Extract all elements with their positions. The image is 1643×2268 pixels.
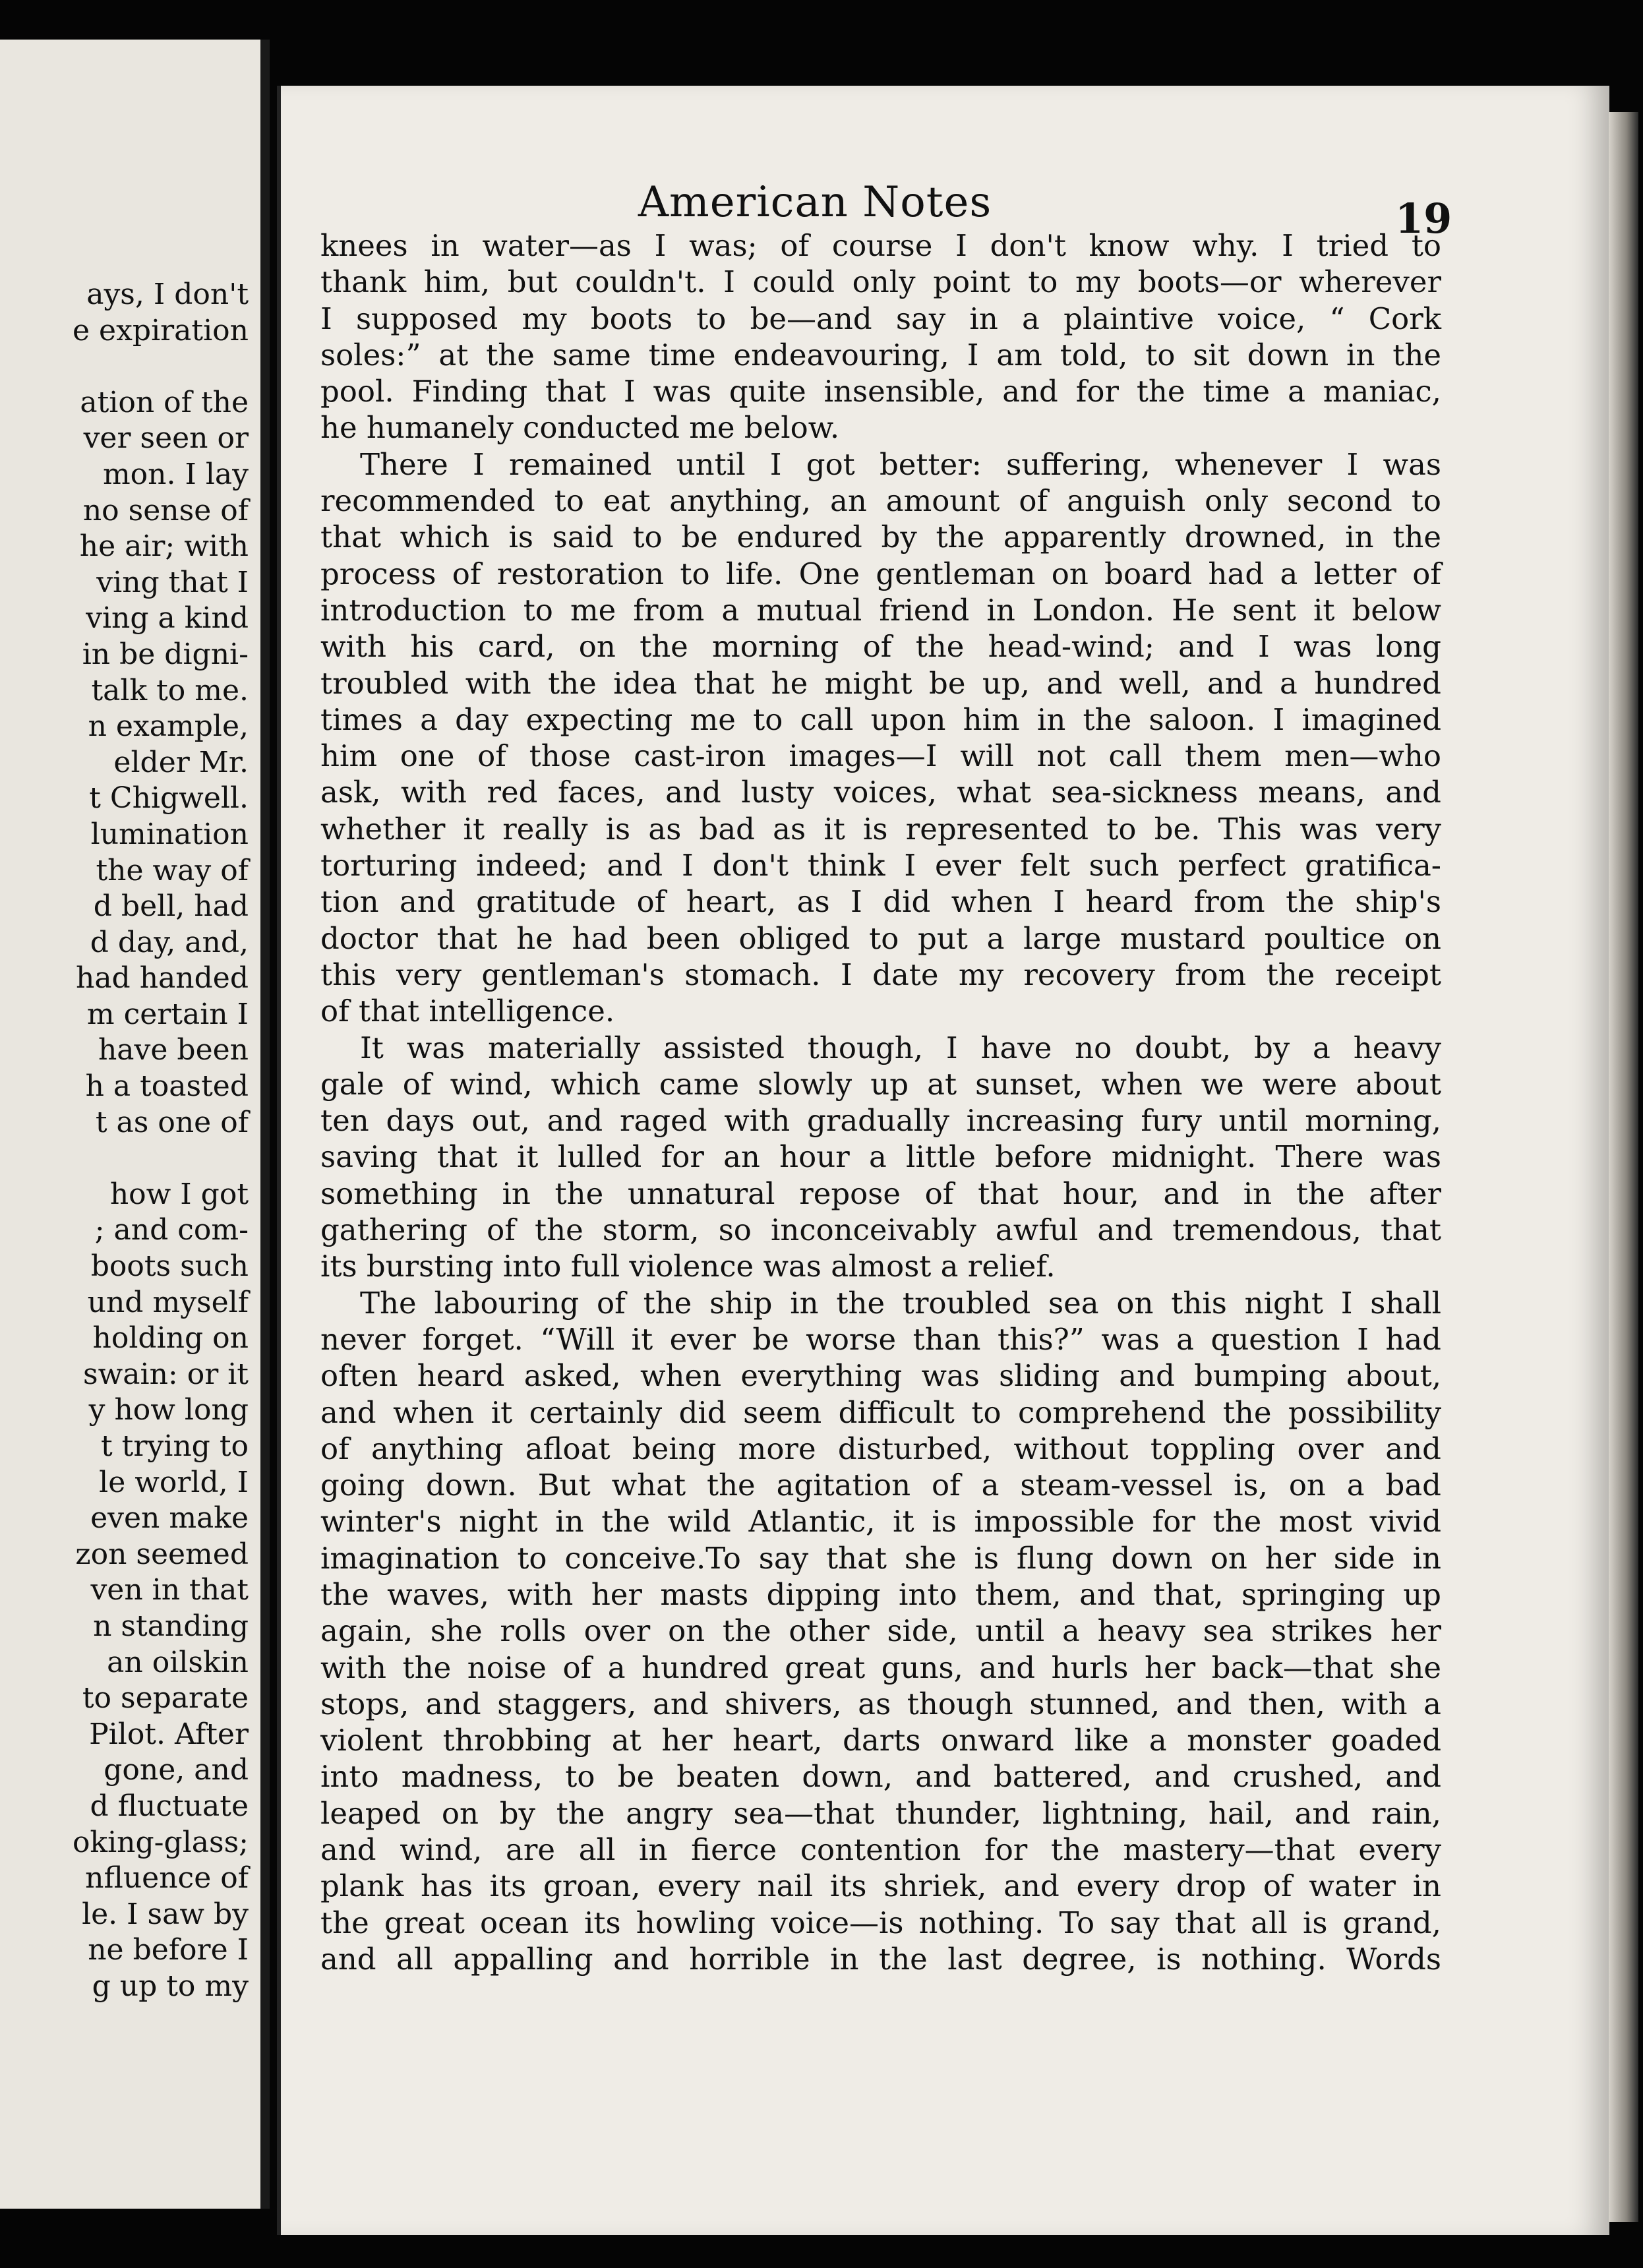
left-page-line: swain: or it (83, 1357, 249, 1391)
left-page-line: ays, I don't (86, 278, 249, 311)
body-line: knees in water—as I was; of course I don't know why. I tried to (320, 228, 1441, 263)
left-page-line: t trying to (101, 1429, 249, 1463)
body-line: again, she rolls over on the other side, until a heavy sea strikes her (320, 1613, 1441, 1649)
page-edge (1609, 112, 1638, 2222)
body-line: the great ocean its howling voice—is nothing. To say that all is grand, (320, 1905, 1441, 1940)
left-page-line: d fluctuate (90, 1789, 249, 1823)
left-page-line: d bell, had (93, 889, 249, 924)
body-line: tion and gratitude of heart, as I did when I heard from the ship's (320, 884, 1441, 920)
left-page-line: the way of (96, 853, 249, 887)
left-page-line: how I got (109, 1177, 249, 1211)
left-page-line: ving that I (96, 565, 249, 599)
left-page-line (0, 1141, 249, 1177)
running-head: American Notes (638, 178, 992, 227)
body-line: introduction to me from a mutual friend in London. He sent it below (320, 592, 1441, 628)
left-page-line: Pilot. After (89, 1717, 249, 1751)
body-line: recommended to eat anything, an amount of anguish only second to (320, 483, 1441, 519)
body-line: never forget. “Will it ever be worse than this?” was a question I had (320, 1321, 1441, 1357)
left-page-text (0, 277, 249, 2005)
body-line: plank has its groan, every nail its shriek, and every drop of water in (320, 1868, 1441, 1904)
left-page-line: ation of the (80, 385, 249, 419)
left-page-line: to separate (82, 1681, 249, 1716)
left-page-line: ving a kind (86, 601, 249, 636)
body-line: doctor that he had been obliged to put a large mustard poultice on (320, 920, 1441, 956)
left-page-line: had handed (75, 961, 249, 996)
body-line: that which is said to be endured by the apparently drowned, in the (320, 520, 1441, 555)
body-line: and wind, are all in fierce contention for the mastery—that every (320, 1832, 1441, 1868)
left-page-line: boots such (90, 1249, 249, 1284)
body-line: gale of wind, which came slowly up at sunset, when we were about (320, 1066, 1441, 1102)
left-page (0, 40, 270, 2209)
body-line: and when it certainly did seem difficult to comprehend the possibility (320, 1394, 1441, 1430)
left-page-line: an oilskin (107, 1645, 249, 1679)
left-page-line: g up to my (92, 1969, 249, 2003)
body-line: I supposed my boots to be—and say in a plaintive voice, “ Cork (320, 301, 1441, 336)
left-page-line: in be digni- (82, 637, 249, 671)
left-page-line: have been (98, 1033, 249, 1067)
body-line: pool. Finding that I was quite insensible, and for the time a maniac, (320, 374, 1441, 409)
body-line: torturing indeed; and I don't think I ever felt such perfect gratifica- (320, 848, 1441, 883)
body-line: something in the unnatural repose of that hour, and in the after (320, 1176, 1441, 1211)
left-page-line: no sense of (82, 493, 249, 527)
body-line: whether it really is as bad as it is represented to be. This was very (320, 811, 1441, 847)
left-page-line: lumination (90, 817, 249, 851)
body-line: and all appalling and horrible in the last degree, is nothing. Words (320, 1941, 1441, 1977)
body-line: ten days out, and raged with gradually increasing fury until morning, (320, 1103, 1441, 1139)
left-page-line: le. I saw by (82, 1897, 249, 1931)
left-page-line: d day, and, (90, 925, 249, 959)
left-page-line: ; and com- (94, 1213, 249, 1247)
body-line: It was materially assisted though, I have no doubt, by a heavy (360, 1030, 1441, 1065)
body-line: him one of those cast-iron images—I will not call them men—who (320, 738, 1441, 774)
body-line: with his card, on the morning of the head-wind; and I was long (320, 629, 1441, 665)
body-line: soles:” at the same time endeavouring, I am told, to sit down in the (320, 337, 1441, 373)
left-page-line: oking-glass; (72, 1825, 249, 1859)
left-page-line: gone, and (104, 1753, 249, 1787)
left-page-line: talk to me. (91, 673, 249, 707)
page-number: 19 (1395, 194, 1452, 243)
left-page-line: und myself (87, 1285, 249, 1319)
left-page-line: n example, (88, 709, 249, 744)
left-page-line: he air; with (79, 529, 249, 564)
body-text (320, 227, 1441, 1977)
body-line: times a day expecting me to call upon him in the saloon. I imagined (320, 701, 1441, 737)
left-page-line: t Chigwell. (89, 781, 249, 816)
left-page-line: mon. I lay (102, 457, 249, 491)
body-line: thank him, but couldn't. I could only point to my boots—or wherever (320, 264, 1441, 300)
body-line: this very gentleman's stomach. I date my recovery from the receipt (320, 957, 1441, 992)
body-line: of that intelligence. (320, 994, 615, 1029)
left-page-line: even make (90, 1501, 249, 1536)
body-line: with the noise of a hundred great guns, and hurls her back—that she (320, 1650, 1441, 1685)
body-line: into madness, to be beaten down, and battered, and crushed, and (320, 1759, 1441, 1795)
left-page-line: ver seen or (83, 421, 249, 456)
left-page-line: zon seemed (75, 1537, 249, 1571)
body-line: imagination to conceive.To say that she is flung down on her side in (320, 1540, 1441, 1576)
left-page-line: m certain I (86, 997, 249, 1031)
left-page-line: n standing (93, 1609, 249, 1643)
body-line: The labouring of the ship in the troubled sea on this night I shall (360, 1285, 1441, 1321)
body-line: ask, with red faces, and lusty voices, what sea-sickness means, and (320, 775, 1441, 810)
left-page-line: holding on (92, 1321, 249, 1356)
left-page-line: ven in that (90, 1573, 249, 1607)
left-page-line: le world, I (99, 1465, 249, 1499)
body-line: going down. But what the agitation of a steam-vessel is, on a bad (320, 1468, 1441, 1503)
body-line: stops, and staggers, and shivers, as though stunned, and then, with a (320, 1686, 1441, 1721)
right-page (277, 86, 1609, 2235)
left-page-line: ne before I (88, 1933, 249, 1967)
body-line: leaped on by the angry sea—that thunder, lightning, hail, and rain, (320, 1795, 1441, 1831)
left-page-line (0, 349, 249, 385)
left-page-line: t as one of (95, 1105, 249, 1139)
body-line: process of restoration to life. One gentleman on board had a letter of (320, 556, 1441, 591)
body-line: violent throbbing at her heart, darts onward like a monster goaded (320, 1723, 1441, 1758)
left-page-line: e expiration (73, 313, 249, 347)
left-page-line: y how long (88, 1393, 249, 1427)
left-page-line: nfluence of (85, 1861, 249, 1895)
body-line: winter's night in the wild Atlantic, it is impossible for the most vivid (320, 1504, 1441, 1539)
left-page-line: h a toasted (85, 1069, 249, 1104)
body-line: troubled with the idea that he might be up, and well, and a hundred (320, 665, 1441, 701)
left-page-line: elder Mr. (113, 745, 249, 779)
body-line: often heard asked, when everything was sliding and bumping about, (320, 1358, 1441, 1394)
body-line: its bursting into full violence was almost a relief. (320, 1249, 1056, 1284)
body-line: gathering of the storm, so inconceivably awful and tremendous, that (320, 1212, 1441, 1248)
body-line: of anything afloat being more disturbed, without toppling over and (320, 1431, 1441, 1466)
body-line: There I remained until I got better: suffering, whenever I was (360, 446, 1441, 482)
body-line: the waves, with her masts dipping into them, and that, springing up (320, 1576, 1441, 1612)
body-line: he humanely conducted me below. (320, 410, 840, 446)
body-line: saving that it lulled for an hour a little before midnight. There was (320, 1139, 1441, 1175)
